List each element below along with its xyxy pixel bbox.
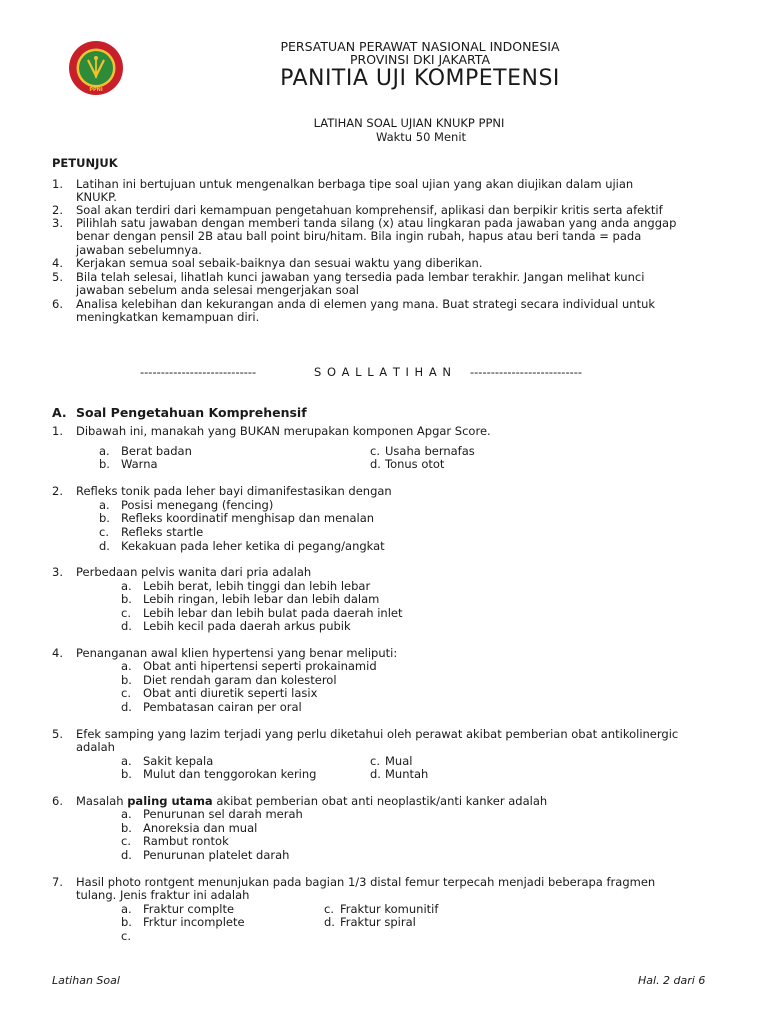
- page-title: PANITIA UJI KOMPETENSI: [280, 66, 560, 91]
- question-text-post: akibat pemberian obat anti neoplastik/anti kanker adalah: [212, 794, 548, 808]
- divider-left: ----------------------------: [140, 365, 257, 379]
- option-text: Lebih ringan, lebih lebar dan lebih dalam: [143, 592, 380, 606]
- instruction-line: jawaban sebelumnya.: [76, 243, 202, 257]
- logo-abbr: PPNI: [89, 87, 103, 93]
- question-text-emphasis: paling utama: [127, 794, 213, 808]
- option-letter: b.: [99, 511, 110, 525]
- option-letter: a.: [121, 902, 132, 916]
- instruction-num: 3.: [52, 216, 63, 230]
- option-text: Diet rendah garam dan kolesterol: [143, 673, 337, 687]
- instruction-line: Kerjakan semua soal sebaik-baiknya dan sesuai waktu yang diberikan.: [76, 256, 483, 270]
- option-text: Penurunan sel darah merah: [143, 807, 303, 821]
- option-letter: d.: [370, 457, 381, 471]
- option-text: Lebih berat, lebih tinggi dan lebih lebar: [143, 579, 371, 593]
- instruction-num: 5.: [52, 270, 63, 284]
- question-num: 3.: [52, 565, 63, 579]
- option-letter: c.: [99, 525, 109, 539]
- option-letter: c.: [121, 606, 131, 620]
- option-letter: a.: [121, 807, 132, 821]
- divider-label: S O A L L A T I H A N: [314, 365, 452, 379]
- option-letter: d.: [121, 619, 132, 633]
- question-num: 6.: [52, 794, 63, 808]
- question-num: 2.: [52, 484, 63, 498]
- instruction-line: Pilihlah satu jawaban dengan memberi tanda silang (x) atau lingkaran pada jawaban yang anda anggap: [76, 216, 677, 230]
- option-text: Lebih kecil pada daerah arkus pubik: [143, 619, 351, 633]
- instruction-line: jawaban sebelum anda selesai mengerjakan soal: [76, 283, 359, 297]
- question-text-cont: tulang. Jenis fraktur ini adalah: [76, 888, 250, 902]
- footer-left: Latihan Soal: [52, 974, 120, 987]
- province-name: PROVINSI DKI JAKARTA: [349, 52, 491, 67]
- option-letter: b.: [121, 767, 132, 781]
- option-letter: b.: [121, 673, 132, 687]
- option-text: Berat badan: [121, 444, 192, 458]
- option-text: Muntah: [385, 767, 429, 781]
- option-text: Frktur incomplete: [143, 915, 245, 929]
- option-letter: d.: [324, 915, 335, 929]
- instruction-line: Latihan ini bertujuan untuk mengenalkan berbaga tipe soal ujian yang akan diujikan dalam ujian: [76, 177, 634, 191]
- option-letter: a.: [99, 444, 110, 458]
- instructions-heading: PETUNJUK: [52, 156, 118, 170]
- question-num: 5.: [52, 727, 63, 741]
- option-letter: a.: [121, 754, 132, 768]
- instruction-num: 2.: [52, 203, 63, 217]
- question-num: 7.: [52, 875, 63, 889]
- question-text: Refleks tonik pada leher bayi dimanifestasikan dengan: [76, 484, 392, 498]
- section-title: Soal Pengetahuan Komprehensif: [76, 405, 307, 420]
- option-text: Posisi menegang (fencing): [121, 498, 274, 512]
- option-text: Refleks koordinatif menghisap dan menalan: [121, 511, 375, 525]
- instruction-num: 4.: [52, 256, 63, 270]
- option-text: Sakit kepala: [143, 754, 214, 768]
- option-text: Mulut dan tenggorokan kering: [143, 767, 317, 781]
- org-name: PERSATUAN PERAWAT NASIONAL INDONESIA: [280, 39, 560, 54]
- question-text: Dibawah ini, manakah yang BUKAN merupakan komponen Apgar Score.: [76, 424, 491, 438]
- option-letter: b.: [121, 592, 132, 606]
- option-text: Tonus otot: [385, 457, 445, 471]
- option-text: Obat anti hipertensi seperti prokainamid: [143, 659, 377, 673]
- option-letter: d.: [99, 539, 110, 553]
- instruction-num: 6.: [52, 297, 63, 311]
- question-text-cont: adalah: [76, 740, 115, 754]
- divider-right: ---------------------------: [470, 365, 583, 379]
- page-number: Hal. 2 dari 6: [638, 974, 706, 987]
- option-text: Anoreksia dan mual: [143, 821, 258, 835]
- exam-duration: Waktu 50 Menit: [375, 130, 467, 144]
- exam-title: LATIHAN SOAL UJIAN KNUKP PPNI: [313, 116, 505, 130]
- instruction-num: 1.: [52, 177, 63, 191]
- option-letter: c.: [121, 834, 131, 848]
- option-letter: b.: [121, 915, 132, 929]
- instruction-line: Bila telah selesai, lihatlah kunci jawaban yang tersedia pada lembar terakhir. Jangan melihat kunci: [76, 270, 645, 284]
- instruction-line: benar dengan pensil 2B atau ball point biru/hitam. Bila ingin rubah, hapus atau beri tanda = pada: [76, 229, 642, 243]
- question-text: Penanganan awal klien hypertensi yang benar meliputi:: [76, 646, 398, 660]
- option-letter: b.: [99, 457, 110, 471]
- question-text: Efek samping yang lazim terjadi yang perlu diketahui oleh perawat akibat pemberian obat antikolinergic: [76, 727, 679, 741]
- option-letter: a.: [121, 579, 132, 593]
- instruction-line: meningkatkan kemampuan diri.: [76, 310, 260, 324]
- option-letter: a.: [99, 498, 110, 512]
- section-label: A.: [52, 405, 67, 420]
- option-letter: a.: [121, 659, 132, 673]
- option-text: Mual: [385, 754, 413, 768]
- question-text: Hasil photo rontgent menunjukan pada bagian 1/3 distal femur terpecah menjadi beberapa fragmen: [76, 875, 656, 889]
- instruction-line: Analisa kelebihan dan kekurangan anda di elemen yang mana. Buat strategi secara individual untuk: [76, 297, 656, 311]
- option-letter: c.: [324, 902, 334, 916]
- option-letter: b.: [121, 821, 132, 835]
- option-text: Pembatasan cairan per oral: [143, 700, 302, 714]
- option-text: Rambut rontok: [143, 834, 229, 848]
- option-text: Fraktur komunitif: [340, 902, 439, 916]
- instruction-line: KNUKP.: [76, 190, 117, 204]
- option-text: Kekakuan pada leher ketika di pegang/angkat: [121, 539, 385, 553]
- question-num: 4.: [52, 646, 63, 660]
- question-text: Perbedaan pelvis wanita dari pria adalah: [76, 565, 312, 579]
- option-text: Refleks startle: [121, 525, 204, 539]
- question-num: 1.: [52, 424, 63, 438]
- option-letter: c.: [370, 444, 380, 458]
- option-text: Warna: [121, 457, 158, 471]
- question-text-pre: Masalah: [76, 794, 128, 808]
- option-letter: c.: [370, 754, 380, 768]
- option-text: Lebih lebar dan lebih bulat pada daerah inlet: [143, 606, 403, 620]
- option-letter: c.: [121, 929, 131, 943]
- option-text: Obat anti diuretik seperti lasix: [143, 686, 318, 700]
- option-text: Usaha bernafas: [385, 444, 475, 458]
- option-letter: d.: [121, 700, 132, 714]
- option-letter: c.: [121, 686, 131, 700]
- option-letter: d.: [370, 767, 381, 781]
- option-text: Fraktur spiral: [340, 915, 416, 929]
- option-text: Penurunan platelet darah: [143, 848, 290, 862]
- instruction-line: Soal akan terdiri dari kemampuan pengetahuan komprehensif, aplikasi dan berpikir kritis serta afektif: [76, 203, 663, 217]
- option-text: Fraktur complte: [143, 902, 235, 916]
- option-letter: d.: [121, 848, 132, 862]
